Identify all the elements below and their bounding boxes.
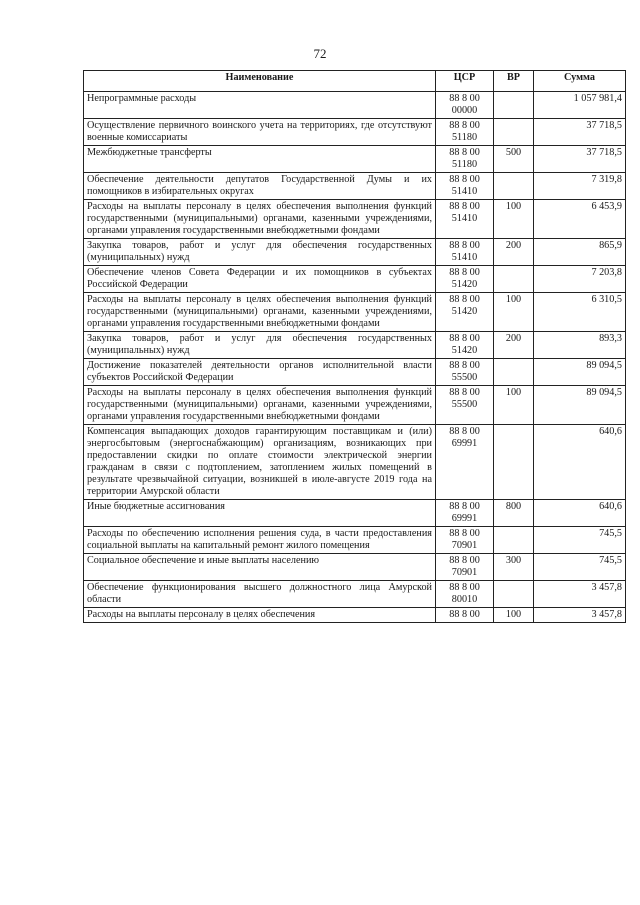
row-vr: 100 [494, 293, 534, 332]
row-sum: 37 718,5 [534, 119, 626, 146]
row-vr: 200 [494, 239, 534, 266]
table-row [84, 332, 626, 359]
row-csr: 88 8 00 55500 [436, 359, 494, 386]
row-vr: 500 [494, 146, 534, 173]
row-name: Расходы на выплаты персоналу в целях обеспечения [84, 608, 436, 623]
table-row [84, 173, 626, 200]
table-row [84, 581, 626, 608]
row-sum: 3 457,8 [534, 581, 626, 608]
row-vr: 300 [494, 554, 534, 581]
row-sum: 3 457,8 [534, 608, 626, 623]
row-vr: 100 [494, 386, 534, 425]
table-header-row [84, 71, 626, 92]
row-vr [494, 119, 534, 146]
row-sum: 37 718,5 [534, 146, 626, 173]
table-row [84, 239, 626, 266]
row-sum: 893,3 [534, 332, 626, 359]
row-name: Обеспечение функционирования высшего должностного лица Амурской области [84, 581, 436, 608]
row-vr [494, 173, 534, 200]
row-csr: 88 8 00 51420 [436, 332, 494, 359]
row-csr: 88 8 00 51180 [436, 146, 494, 173]
row-name: Межбюджетные трансферты [84, 146, 436, 173]
row-vr: 100 [494, 200, 534, 239]
table-row [84, 425, 626, 500]
row-vr: 800 [494, 500, 534, 527]
row-csr: 88 8 00 51420 [436, 293, 494, 332]
row-sum: 89 094,5 [534, 386, 626, 425]
row-csr: 88 8 00 51420 [436, 266, 494, 293]
row-vr [494, 92, 534, 119]
row-name: Непрограммные расходы [84, 92, 436, 119]
row-sum: 745,5 [534, 554, 626, 581]
row-name: Достижение показателей деятельности органов исполнительной власти субъектов Российской Федерации [84, 359, 436, 386]
header-sum: Сумма [534, 71, 626, 92]
table-row [84, 293, 626, 332]
row-name: Иные бюджетные ассигнования [84, 500, 436, 527]
row-sum: 7 319,8 [534, 173, 626, 200]
header-vr: ВР [494, 71, 534, 92]
row-sum: 640,6 [534, 500, 626, 527]
budget-table [83, 70, 626, 623]
table-row [84, 119, 626, 146]
page-number: 72 [313, 46, 327, 61]
header-name: Наименование [84, 71, 436, 92]
row-name: Обеспечение членов Совета Федерации и их помощников в субъектах Российской Федерации [84, 266, 436, 293]
row-vr [494, 425, 534, 500]
row-name: Закупка товаров, работ и услуг для обеспечения государственных (муниципальных) нужд [84, 239, 436, 266]
row-vr [494, 266, 534, 293]
row-name: Закупка товаров, работ и услуг для обеспечения государственных (муниципальных) нужд [84, 332, 436, 359]
row-name: Социальное обеспечение и иные выплаты населению [84, 554, 436, 581]
table-row [84, 608, 626, 623]
table-row [84, 527, 626, 554]
row-name: Расходы на выплаты персоналу в целях обеспечения выполнения функций государственными (муниципальными) органами, казенными учреждениями, органами управления государственными внебюджетными фондами [84, 386, 436, 425]
row-sum: 865,9 [534, 239, 626, 266]
table-row [84, 554, 626, 581]
table-row [84, 92, 626, 119]
row-vr: 100 [494, 608, 534, 623]
row-name: Компенсация выпадающих доходов гарантирующим поставщикам и (или) энергосбытовым (энергоснабжающим) организациям, возникающих при предоставлении скидки по оплате стоимости электрической энергии гражданам в связи с подтоплением, затоплением жилых помещений в результате чрезвычайной ситуации, возникшей в июле-августе 2019 года на территории Амурской области [84, 425, 436, 500]
row-vr [494, 581, 534, 608]
table-row [84, 386, 626, 425]
table-row [84, 359, 626, 386]
row-csr: 88 8 00 51180 [436, 119, 494, 146]
row-csr: 88 8 00 69991 [436, 500, 494, 527]
row-csr: 88 8 00 70901 [436, 554, 494, 581]
row-csr: 88 8 00 55500 [436, 386, 494, 425]
row-csr: 88 8 00 70901 [436, 527, 494, 554]
header-csr: ЦСР [436, 71, 494, 92]
table-row [84, 200, 626, 239]
row-csr: 88 8 00 [436, 608, 494, 623]
row-sum: 1 057 981,4 [534, 92, 626, 119]
row-vr [494, 359, 534, 386]
row-sum: 7 203,8 [534, 266, 626, 293]
table-row [84, 146, 626, 173]
table-row [84, 500, 626, 527]
row-csr: 88 8 00 51410 [436, 239, 494, 266]
row-name: Осуществление первичного воинского учета на территориях, где отсутствуют военные комиссариаты [84, 119, 436, 146]
row-sum: 640,6 [534, 425, 626, 500]
row-vr [494, 527, 534, 554]
row-sum: 89 094,5 [534, 359, 626, 386]
row-csr: 88 8 00 51410 [436, 200, 494, 239]
row-sum: 6 453,9 [534, 200, 626, 239]
row-name: Расходы на выплаты персоналу в целях обеспечения выполнения функций государственными (муниципальными) органами, казенными учреждениями, органами управления государственными внебюджетными фондами [84, 293, 436, 332]
row-csr: 88 8 00 00000 [436, 92, 494, 119]
row-sum: 745,5 [534, 527, 626, 554]
row-csr: 88 8 00 69991 [436, 425, 494, 500]
row-sum: 6 310,5 [534, 293, 626, 332]
table-row [84, 266, 626, 293]
row-csr: 88 8 00 51410 [436, 173, 494, 200]
row-name: Расходы на выплаты персоналу в целях обеспечения выполнения функций государственными (муниципальными) органами, казенными учреждениями, органами управления государственными внебюджетными фондами [84, 200, 436, 239]
row-name: Расходы по обеспечению исполнения решения суда, в части предоставления социальной выплаты на капитальный ремонт жилого помещения [84, 527, 436, 554]
row-csr: 88 8 00 80010 [436, 581, 494, 608]
row-vr: 200 [494, 332, 534, 359]
row-name: Обеспечение деятельности депутатов Государственной Думы и их помощников в избирательных округах [84, 173, 436, 200]
